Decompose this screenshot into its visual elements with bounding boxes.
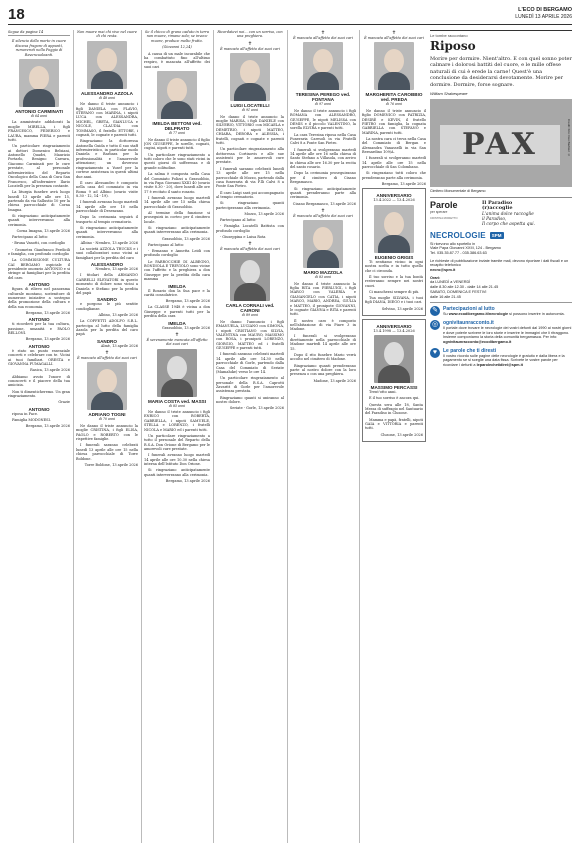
notice-text: Ti sentiamo vicino in ogni nostra scelta e in tutto quello che ci circonda. xyxy=(365,259,423,273)
deceased-name: ANTONIO xyxy=(28,282,50,288)
announcement: È mancata all'affetto dei suoi cari xyxy=(293,36,353,40)
notice-text: La CLASSE 1948 è vicina a don Giuseppe e parenti tutti per la perdita della cara xyxy=(144,305,210,319)
anniversary-heading: ANNIVERSARIO xyxy=(376,193,412,199)
notice-place-date: Madone, 13 aprile 2026 xyxy=(313,378,356,383)
notice-place-date: Grassobbio, 13 aprile 2026 xyxy=(161,236,210,241)
portrait-photo xyxy=(157,349,197,397)
email-link[interactable]: necro@spm.it xyxy=(430,268,456,273)
notice-text: Un particolare ringraziamento ai dottori Domenico Belsiani, Antonello Quadri, Maurizio Portarlo, Benigno Carrara, Giacomo Carminati per le cure prestate, al personale infermieristico del Reparto Oncologico della Casa di Cura San Francesco, all'infermiere Ilario Locatelli per la presenza costante. xyxy=(8,144,70,188)
notice-text: Si ringraziano anticipatamente quanti prenderanno parte alla cerimonia. xyxy=(290,186,356,200)
notice-text: I funerali saranno celebrati lunedì 13 aprile alle ore 15 nella chiesa parrocchiale di Torre Boldone. xyxy=(76,443,138,461)
notice-text: Ne danno il triste annuncio il figlio DOMENICO con PATRIZIA, DESIRÈ e KEVIN, il fratello PIETRO con famiglia, la cognata GABRIELLA con STEFANO e MARINA, parenti tutti. xyxy=(362,108,426,135)
cross-icon: ✝ xyxy=(320,30,326,36)
portrait-photo xyxy=(230,253,270,301)
quote: Se il chicco di grano caduto in terra non muore, rimane solo; se invece muore, produce molto frutto. xyxy=(145,30,209,43)
notice-text: Ne danno il triste annuncio la figlia RITA con PIERLUIGI, i figli MARCO con VALERIA e GIANANGELO con CATIA, i nipoti MARCO, MARIO, ANDREA, GIULIA e MATTEO, il pronipote GIOVANNI, le cognate GIANNA e RITA e parenti tutti. xyxy=(290,281,356,317)
column-2 xyxy=(76,30,138,843)
notice-text: I funerali saranno celebrati lunedì 13 aprile alle ore 15 nella parrocchiale di Mozzo, partendo dalla casa funeraria di via F.lli Calvi 8 a Ponte San Pietro. xyxy=(216,166,284,189)
mail-instructions: Le richieste di pubblicazione inviate tramite mail, devono riportare i dati fiscali e un recapito telefonico xyxy=(430,258,569,268)
anniversary-dates: 13.4.2022 — 13.4.2026 xyxy=(373,198,415,203)
cross-icon: ✝ xyxy=(104,350,110,357)
le-parole-box xyxy=(430,348,572,368)
notice-place-date: Corna Imagna, 13 aprile 2026 xyxy=(16,228,70,233)
spm-logo: SPM xyxy=(491,232,502,238)
tomb-photo xyxy=(430,99,572,187)
column-line: Il corpo che aspetta qui. xyxy=(482,222,535,228)
sidebar xyxy=(430,30,572,845)
column-divider xyxy=(73,30,74,843)
notice-text: Grazie xyxy=(58,400,70,405)
notice-text: ti ricorderò per la tua cultura, passione, umanità e PAOLO BELLONI. xyxy=(8,322,70,336)
page-number: 18 xyxy=(8,6,25,23)
anniversary-to: 13.4.2026 xyxy=(396,328,415,333)
globe-icon: ◎ xyxy=(431,320,439,328)
notice-place-date: Bergamo, 13 aprile 2026 xyxy=(165,299,210,304)
deceased-name: TERESINA PEREGO ved. FONTANA xyxy=(295,92,351,103)
office-phone: Tel. 035.35.87.77 - 035.386.63.63 xyxy=(430,250,487,255)
deceased-age: di 97 anni xyxy=(314,102,332,107)
column-divider xyxy=(359,30,360,843)
necrologie-link[interactable]: www.ecodibergamo.it/necrologie xyxy=(448,312,509,317)
notice-place-date: Nembro, 13 aprile 2026 xyxy=(95,267,138,272)
notice-text: I funerali avranno luogo martedì 14 aprile alle ore 10.30 nella chiesa interna dell'Istituto Don Orione. xyxy=(144,453,210,467)
online-condolences xyxy=(430,306,572,317)
participation-heading: Partecipano al lutto: xyxy=(148,242,185,247)
deceased-name: ANTONIO CARMINATI xyxy=(15,109,63,115)
notice-text: Il caro Alessandro è composto nella casa del commiato in via Roma 9 ad Albino (orario visite 8.30 - 12, 14 - 19). xyxy=(76,180,138,198)
notice-text: Si ringraziano anticipatamente quanti interverranno alla cerimonia. xyxy=(144,468,210,477)
necrologie-title: NECROLOGIE xyxy=(430,230,486,240)
notice-place-date: Bergamo, 13 aprile 2026 xyxy=(25,337,70,342)
notice-text: I titolari della ARMANDO CARRELLI ELEVATORI in questo momento di dolore sono vicini a Daniela e Stefano per la perdita del papà xyxy=(76,273,138,296)
announcement: È mancato all'affetto dei suoi cari xyxy=(220,46,280,51)
masthead xyxy=(515,7,572,20)
office-address: Viale Papa Giovanni XXIII, 124 - Bergamo xyxy=(430,246,501,251)
continued-from: Segue da pagina 14 xyxy=(8,30,70,36)
deceased-name: EUGENIO GRIGIS xyxy=(374,254,414,260)
announcement: È mancata all'affetto dei suoi cari xyxy=(364,36,424,40)
column-line: L'anima dolce raccoglie xyxy=(482,211,534,217)
online-condolences-text: si possono inserire in autonomia. xyxy=(509,312,565,317)
deceased-name: IMELDA BETTONI ved. DELPRATO xyxy=(152,121,202,132)
anniversary-from: 13.4.1998 xyxy=(373,328,392,333)
notice-text: Il nostro caro è composto nell'abitazione di via Piave 3 in Madone. xyxy=(290,318,356,332)
le-parole-email[interactable]: leparolechetidirei@spm.it xyxy=(476,363,523,368)
deceased-name: ANTONIO xyxy=(28,343,50,349)
notice-text: Trent'otto anni. xyxy=(369,390,397,395)
le-parole-text: Il vostro ricordo sulle pagine delle necrologie è gratuito e dalla libera e la pagamento se si sceglie una data fissa. Scrivete le vostre parole per ricordare i defunti a xyxy=(443,353,565,368)
notice-place-date: Bergamo, 13 aprile 2026 xyxy=(165,478,210,483)
online-condolences-title: Partecipazioni al lutto xyxy=(443,306,495,313)
hours-line: SABATO, DOMENICA E FESTIVI xyxy=(430,289,487,294)
notice-place-date: Albino - Nembro, 13 aprile 2026 xyxy=(80,240,138,245)
notice-text: Il caro Luigi sarà poi accompagnato al tempio crematorio. xyxy=(216,190,284,199)
column-6 xyxy=(362,30,426,843)
quote: Ricordatevi noi... con un sorriso, con una preghiera. xyxy=(217,30,283,39)
notice-place-date: Bergamo, 13 aprile 2026 xyxy=(25,423,70,428)
notice-place-date: Grassobbio, 13 aprile 2026 xyxy=(161,325,210,330)
notice-text: Ne danno il triste annuncio il figlio JON GIUSEPPE, le sorelle, cognati, cugini, nipoti e parenti tutti. xyxy=(144,137,210,151)
portrait-photo xyxy=(230,53,270,101)
notice-text: Ne danno il triste annuncio la moglie MARISA, i figli DANIELE con SILVERIO, VITTORIO con MICAELA e DEMETRIO, i nipoti MATTEO, CHIARA, DEBORA e ALESSIA, i fratelli, cognati e cognate e parenti tutti. xyxy=(216,114,284,146)
deceased-name: MASSIMO PERCASSI xyxy=(370,385,418,391)
section-kicker: Le tombe raccontano xyxy=(430,30,572,38)
deceased-name: MARGHERITA CAROBBIO ved. PREDA xyxy=(365,92,423,103)
notice-text: I funerali avranno luogo martedì 14 aprile alle ore 15 nella chiesa parrocchiale di Grassobbio. xyxy=(144,195,210,209)
announcement: È mancata all'affetto dei suoi cari xyxy=(220,246,280,251)
notice-text: Ringraziamo la dottoressa Antonella Guida e tutto il suo staff infermieristico, in particolar modo Daniela e Barbara per la professionalità e l'amorevole attenzione; un doveroso ringraziamento a Yusef per la cortese assistenza in questi ultimi due anni. xyxy=(76,139,138,179)
notice-text: riposa in Pace. xyxy=(12,411,39,416)
portrait-photo xyxy=(374,205,414,253)
notice-text: Dopo la cerimonia proseguiranno per il cimitero di Cisano Bergamasco. xyxy=(290,171,356,185)
column-4 xyxy=(216,30,284,843)
column-divider xyxy=(141,30,142,843)
deceased-age: di 89 anni xyxy=(241,313,259,318)
deceased-age: di 48 anni xyxy=(98,95,116,100)
column-text xyxy=(482,201,572,227)
participation-heading: Partecipano al lutto: xyxy=(12,235,49,240)
deceased-name: MARIA COSTA ved. MASSI xyxy=(147,398,207,404)
portrait-photo xyxy=(303,42,343,90)
notice-text: La salma è composta nella Casa del Commiato Polizzi a Grassobbio, in via Papa Giovanni XXIII 40 (orario visite 8.30 - 20), dove lunedì alle ore 17 è recitato il santo rosario. xyxy=(144,172,210,194)
cross-icon: ✝ xyxy=(174,331,180,338)
notice-text: Si ringraziano anticipatamente quanti interverranno alla cerimonia. xyxy=(8,213,70,227)
top-rule xyxy=(8,24,572,25)
cross-icon: ✝ xyxy=(391,30,397,36)
notice-text: Ne danno l'annuncio i figli EMANUELA, LUCIANO con SIMONA, i nipoti CRISTIANO con SILVIA, VALENTINA con MAURO, MASSIMO con ROSA, i pronipoti LORENZO, GIORGIO, MATTEO ed i fratelli GIUSEPPE e parenti tutti. xyxy=(216,319,284,351)
notice-text: Mamma e papà, fratelli, nipoti GAIA e VITTORIA e parenti tutti. xyxy=(365,417,423,431)
announcement: È mancato all'affetto dei suoi cari xyxy=(293,213,353,218)
notice-place-date: Mozzo, 13 aprile 2026 xyxy=(244,211,284,216)
notice-text: Si ringraziano anticipatamente quanti interverranno alla cerimonia. xyxy=(144,225,210,235)
hours-heading: Orari: xyxy=(430,275,441,280)
notice-place-date: Albino, 13 aprile 2026 xyxy=(98,313,138,318)
notice-text: Ringraziamo quanti prenderanno parte al nostro dolore con la loro presenza o con una preghiera. xyxy=(290,363,356,377)
office-info xyxy=(430,242,572,256)
deceased-name: ADRIANO TOGNI xyxy=(88,412,126,418)
notice-text: Le PARROCCHIE DI ALBEGNO, BONDIOLA E TREVIOLO sono vicine con l'affetto e la preghiera a don Giuseppe per la perdita della cara mamma xyxy=(144,259,210,282)
quote-source: (Giovanni 12,24) xyxy=(162,45,192,50)
notice-text: Ne danno il triste annuncio i figli DANIELA con FLAVIO, STEFANO con MARINA, i nipoti LUCA con ALESSANDRA, MICHEL, GRETA, GIANLUCA e NICOLE, CLAUDIA con TOMMASO, il fratello ETTORE, i cognati, le cognate e parenti tutti. xyxy=(76,102,138,138)
photo-credit: Credit: foto: Ceo Barbieri © xyxy=(567,119,571,157)
notice-text: Al termine della funzione si proseguirà in corteo per il cimitero locale. xyxy=(144,210,210,224)
column-line: il Paradiso, xyxy=(482,216,507,222)
notice-text: Si ringraziano anticipatamente quanti interverranno alla cerimonia. xyxy=(76,225,138,239)
paper-name: L'ECO DI BERGAMO xyxy=(518,7,572,13)
portrait-photo xyxy=(157,71,197,119)
notice-place-date: Cisano Bergamasco, 13 aprile 2026 xyxy=(292,201,356,206)
deceased-name: ANTONIO xyxy=(28,406,50,412)
notice-place-date: Almè, 13 aprile 2026 xyxy=(100,343,138,348)
notice-text: Questa sera alle 18, Santa Messa di suffragio nel Santuario del Paradiso in Clusone. xyxy=(365,402,423,416)
hours-line: dalle 16 alle 21.45 xyxy=(430,294,461,299)
notice-text: Il Rosario don la Sua pace e la carità consolatrice. xyxy=(144,288,210,298)
notice-place-date: Clusone, 13 aprile 2026 xyxy=(380,432,423,437)
column-logo xyxy=(430,201,482,227)
participation-item: - Giuseppina e Luisa Rota xyxy=(220,234,266,239)
ogni-vita-portal xyxy=(430,320,572,345)
column-divider xyxy=(213,30,214,843)
column-logo-sub: per sperare xyxy=(430,210,448,215)
notice-text: e porgono le più sentite condoglianze. xyxy=(76,302,138,311)
column-5 xyxy=(290,30,356,843)
notice-place-date: Bergamo, 13 aprile 2026 xyxy=(381,182,426,187)
notice-text: Abbiamo avuto l'onore di conoscerti e il piacere della tua amicizia. xyxy=(8,374,70,388)
portrait-photo xyxy=(19,59,59,107)
ogni-vita-email[interactable]: ognivitaunracconto@ecodibergamo.it xyxy=(443,340,512,345)
notice-text: Si ringraziano quanti parteciperanno alla cerimonia. xyxy=(216,201,284,210)
notice-text: Dopo la cerimonia seguirà il trasporto al tempio crematorio. xyxy=(76,215,138,224)
notice-text: Dopo il rito funebre Mario verrà accolto nel cimitero di Madone. xyxy=(290,353,356,362)
anniversary-box xyxy=(362,188,426,315)
participation-item: - Famiglia Locatelli Battista con profondo cordoglio xyxy=(216,224,284,233)
notice-text: Un particolare ringraziamento al personale della R.S.A. Caprotti Zavaritt di Gorle per l'amorevole assistenza prestata. xyxy=(216,376,284,394)
notice-text: I funerali si svolgeranno martedì 14 aprile alle ore 16 nella chiesa di Santo Stefano a Villasola, con arrivo in chiesa alle ore 16.30 per la recita del santo rosario. xyxy=(290,147,356,170)
portrait-photo xyxy=(87,362,127,410)
notice-text: Non ti dimenticheremo. Un gran ringraziamento. xyxy=(8,389,70,398)
anniversary-dates: 13.4.1998 — 13.4.2026 xyxy=(373,328,415,333)
le-parole-title: Le parole che ti diresti xyxy=(443,347,497,354)
announcement: È serenamente mancata all'affetto dei suoi cari xyxy=(146,337,208,347)
quote-author: William Shakespeare xyxy=(430,91,468,97)
notice-text: Tua moglie SILVANA, i tuoi figli DIANA, DIEGO e i tuoi cari. xyxy=(365,295,423,305)
words-of-hope-box xyxy=(430,197,572,227)
notice-text: Si ringraziano tutti coloro che prenderanno parte alla cerimonia. xyxy=(362,171,426,180)
notice-text: Ne danno il triste annuncio i figli ENRICO con ROBERTA, GABRIELLA, i nipoti SAMUELE, STELLA e LORENZO, i fratelli NICOLA e MARIO ed i parenti tutti. xyxy=(144,410,210,432)
anniversary-to: 13.4.2026 xyxy=(396,198,415,203)
ogni-vita-text: Il portale dove trovare le necrologie dei vostri defunti dal 1990 ai nostri giorni e dove poterle scrivere le loro storie e inserire le immagini che li ritraggono. Insieme componiamo la storia della comunità bergamasca. Per info: xyxy=(443,325,572,340)
notice-text: La COFFETTI ADOLFO S.R.L. partecipa al lutto della famiglia Azzola per la perdita del caro papà xyxy=(76,319,138,337)
portrait-photo xyxy=(303,220,343,268)
deceased-name: LUIGI LOCATELLI xyxy=(230,103,270,109)
deceased-name: MARIO MAZZOLA xyxy=(303,270,343,276)
notice-text: Ne danno il triste annuncio la moglie CRISTINA, i figli ELISA, PAOLO e ROBERTO con le rispettive famiglie. xyxy=(76,423,138,442)
participation-heading: Partecipano al lutto: xyxy=(220,217,257,222)
online-condolences-text: Su xyxy=(443,312,448,317)
deceased-name: ANTONIO xyxy=(28,317,50,323)
necrologie-header xyxy=(430,231,572,240)
deceased-age: di 76 anni xyxy=(385,102,403,107)
column-logo-word: Parole xyxy=(430,200,458,211)
photo-caption: Cimitero Monumentale di Bergamo xyxy=(430,189,486,194)
notice-place-date: Torre Boldone, 13 aprile 2026 xyxy=(84,462,138,467)
deceased-age: di 83 anni xyxy=(314,275,332,280)
mail-info xyxy=(430,259,572,273)
pen-icon: ✎ xyxy=(430,306,440,316)
notice-text: La liturgia funebre avrà luogo lunedì 13 aprile alle ore 15, partendo da via Sallustio 10 per la chiesa parrocchiale di Corna Imagna. xyxy=(8,190,70,212)
notice-text: I funerali si svolgeranno direttamente nella parrocchiale di Madone martedì 14 aprile alle ore 15. xyxy=(290,333,356,351)
notice-text: Ringraziamo quanti si uniranno al nostro dolore. xyxy=(216,395,284,405)
notice-text: La nostra cara ci trova nella Casa del Commiato di Bergan e Alessandra Vanasselli in via San Bernardino 109/A. xyxy=(362,137,426,155)
hours-line: dalle 8.30 alle 12.30 - dalle 14 alle 21.45 xyxy=(430,285,499,290)
deceased-age: di 91 anni xyxy=(241,108,259,113)
notice-text: Un particolare ringraziamento a tutto il personale del Reparto della R.S.A. Don Orione di Bergamo per le amorevoli cure prestate. xyxy=(144,433,210,452)
quote: Il silenzio della morte in cuore discesa fragore di appuntì, rumoreroti nella Poggio di Ravenzuoloanti. xyxy=(11,39,67,57)
opening-hours xyxy=(430,276,572,300)
divider xyxy=(430,302,572,303)
deceased-name: CARLA CORNALI ved. CAIRONI xyxy=(225,303,275,314)
deceased-name: ALESSANDRO AZZOLA xyxy=(81,90,133,96)
deceased-name: SANDRO xyxy=(97,297,117,303)
notice-place-date: Bergamo, 13 aprile 2026 xyxy=(25,311,70,316)
notice-place-date: Seriate - Gorle, 13 aprile 2026 xyxy=(229,406,284,411)
deceased-age: di 77 anni xyxy=(168,131,186,136)
notice-place-date: Rasica, 13 aprile 2026 xyxy=(30,368,70,373)
column-title-2: (r)accoglie xyxy=(482,205,513,212)
portrait-photo xyxy=(374,335,414,383)
section-title: Riposo xyxy=(430,39,476,53)
announcement: È mancato all'affetto dei suoi cari xyxy=(77,356,137,361)
notice-text: I funerali si svolgeranno martedì 14 aprile alle ore 15 nella parrocchiale di San Colombano. xyxy=(362,156,426,170)
column-1 xyxy=(8,30,70,843)
anniversary-heading: ANNIVERSARIO xyxy=(376,323,412,329)
portrait-photo xyxy=(87,41,127,89)
notice-text: Un particolare ringraziamento alla dottoressa Cortinovis e alle sue assistenti per le amorevoli cure prestate. xyxy=(216,147,284,165)
notice-text: Ci mancherai sempre di più. xyxy=(369,289,420,294)
notice-text: E il tuo sorriso è ancora qui. xyxy=(369,396,420,401)
heart-icon: ♥ xyxy=(430,348,440,358)
participation-item: - Bruna Vanotti, con cordoglio xyxy=(12,241,66,246)
notice-text: è stato un punto essenziale concerti e celebrare con te. Vicini ai tuoi familiari. ORESTA e GIOVANNA FUMAGALLI. xyxy=(8,348,70,367)
anniversary-box xyxy=(362,319,426,442)
notice-text: La COMMISSIONE CULTURA CAI BERGAMO ospiciale il presidente onorario ANTONIO e si stringe ai famigliari per la perdita del caro. xyxy=(8,258,70,280)
quote: Non muore mai chi vive nel cuore di chi resta. xyxy=(76,30,138,39)
office-line: Si ricevono allo sportello in xyxy=(430,241,476,246)
deceased-name: IMELDA xyxy=(168,283,186,289)
issue-date: LUNEDÌ 13 APRILE 2026 xyxy=(515,13,572,20)
notice-text: figura di rilievo nel panorama culturale montano, sostenitore di numerose iniziative a sostegno della promozione della cultura e della sua economia. xyxy=(8,287,70,309)
deceased-name: ALESSANDRO xyxy=(90,262,124,268)
notice-text: La società AZZOLA TRUCKS e i suoi collaboratori sono vicini ai famigliari per la perdita del caro xyxy=(76,246,138,260)
notice-text: Famiglia MODONESI. xyxy=(12,417,52,422)
tomb-inscription: PAX xyxy=(440,125,560,165)
column-author: CRISTINA MORETTO xyxy=(430,216,458,221)
notice-text: Il tuo sorriso e la tua bontà resteranno sempre nei nostri cuori. xyxy=(365,274,423,288)
participation-item: - Geometra Gianfranco Perdicili e famiglia, con profondo cordoglio xyxy=(8,247,70,256)
deceased-name: SANDRO xyxy=(97,338,117,344)
cross-icon: ✝ xyxy=(320,207,326,214)
notice-place-date: Selvino, 13 aprile 2026 xyxy=(381,306,423,311)
notice-text: I funerali saranno celebrati martedì 14 aprile alle ore 14.30 nella parrocchiale di Gorle, partendo dalla Casa del Commiato di Seriate (Mamaluke) verso le ore 14. xyxy=(216,352,284,375)
portrait-photo xyxy=(374,42,414,90)
ogni-vita-title[interactable]: ognivitaunracconto.it xyxy=(443,319,494,326)
deceased-age: di 85 anni xyxy=(168,403,186,408)
notice-text: A causa di un male incurabile che ha combattuto fino all'ultimo respiro, è mancata all'affetto dei suoi cari xyxy=(144,51,210,69)
column-3 xyxy=(144,30,210,843)
hours-line: da LUNEDÌ a VENERDÌ xyxy=(430,280,471,285)
participation-item: - Ermanno e Annetta Leidi con profondo cordoglio xyxy=(144,248,210,258)
notice-text: Ne danno il triste annuncio i figli ROMANA con ALESSANDRO, GIUSEPPE, le nipoti MELISSA con DEMIS e il piccolo VALENTINO, la sorella ELVIRA e parenti tutti. xyxy=(290,108,356,131)
cross-icon: ✝ xyxy=(247,40,253,47)
column-title: Il Paradiso xyxy=(482,200,513,207)
notice-text: La cara Teresina riposa nella Casa Funeraria Caresoli in via Fratelli Calvi 8 a Ponte San Pietro. xyxy=(290,132,356,146)
notice-text: Un particolare ringraziamento a tutti coloro che le sono stati vicini in questi giorni di sofferenza e di grande solitudine. xyxy=(144,152,210,170)
cross-icon: ✝ xyxy=(247,240,253,247)
notice-text: La ammistrate addolorati la moglie MIRELLA, i figli FRANCESCO, FEDERICO e LAURA, mamma PIERA e parenti tutti. xyxy=(8,120,70,143)
deceased-name: IMELDA xyxy=(168,320,186,326)
anniversary-from: 13.4.2022 xyxy=(373,198,392,203)
deceased-age: di 70 anni xyxy=(98,417,116,422)
column-divider xyxy=(287,30,288,843)
notice-text: I funerali avranno luogo martedì 14 aprile alle ore 10 nella parrocchiale di Desenzano. xyxy=(76,200,138,213)
deceased-age: di 64 anni xyxy=(30,114,48,119)
quote-text: Morire per dormire. Nient'altro. E con quel sonno poter calmare i dolorosi battiti del cuore, e le mille offese naturali di cui è erede la carne! Quest'è una conclusione da desiderarsi devotamente. Morire per dormire. Dormire, forse sognare. xyxy=(430,56,572,88)
